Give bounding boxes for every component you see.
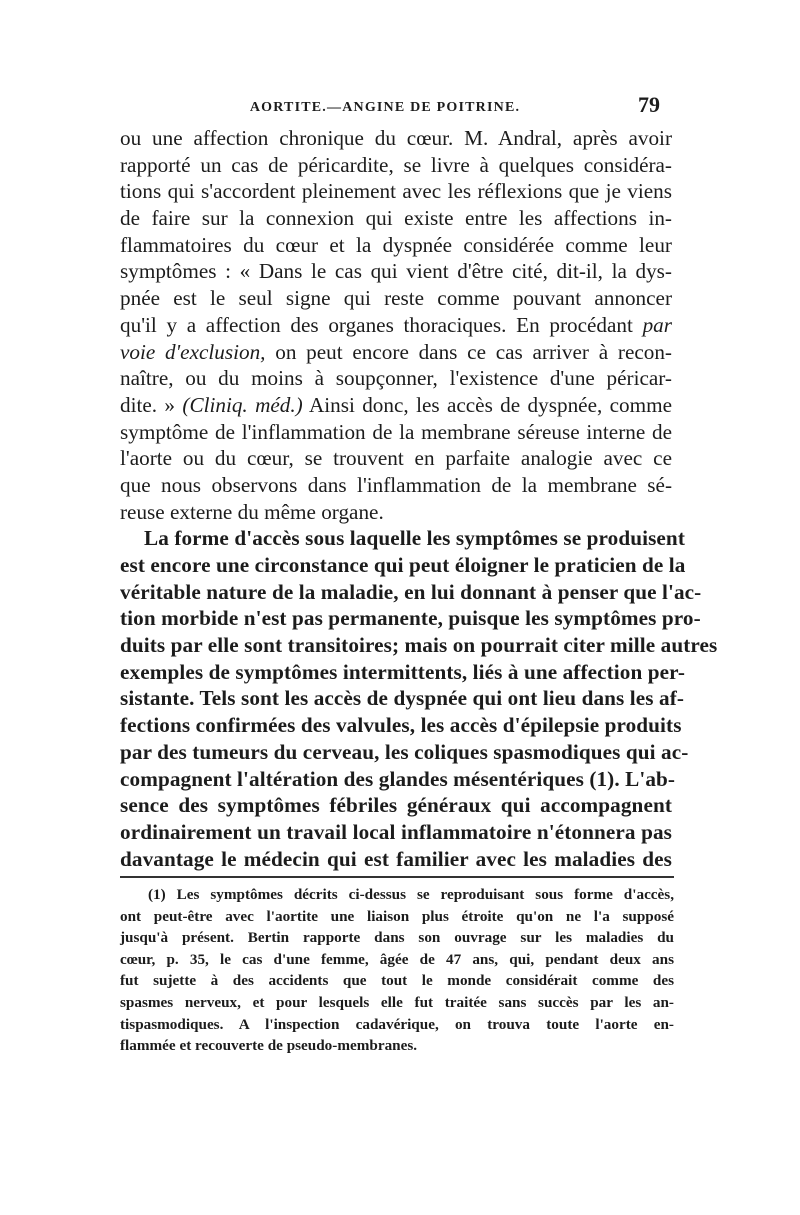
- text-line: symptôme de l'inflammation de la membrane séreuse interne de: [120, 419, 672, 444]
- footnote-line: jusqu'à présent. Bertin rapporte dans son ouvrage sur les maladies du: [120, 929, 674, 947]
- text-line: tion morbide n'est pas permanente, puisque les symptômes pro-: [120, 606, 701, 631]
- page-number: 79: [638, 92, 660, 117]
- text-line: véritable nature de la maladie, en lui donnant à penser que l'ac-: [120, 579, 702, 604]
- text-line: ou une affection chronique du cœur. M. Andral, après avoir: [120, 126, 672, 150]
- paragraph-forme-acces: [120, 525, 718, 872]
- text-line: duits par elle sont transitoires; mais on pourrait citer mille autres: [120, 633, 718, 658]
- text-line: exemples de symptômes intermittents, liés à une affection per-: [120, 659, 685, 684]
- text-line: que nous observons dans l'inflammation de la membrane sé-: [120, 472, 672, 497]
- footnote-line: cœur, p. 35, le cas d'une femme, âgée de 47 ans, qui, pendant deux ans: [120, 950, 674, 968]
- text-line: par des tumeurs du cerveau, les coliques spasmodiques qui ac-: [120, 739, 689, 764]
- paragraph-andral: [120, 125, 672, 525]
- text-line: pnée est le seul signe qui reste comme pouvant annoncer: [120, 286, 672, 311]
- running-head: [120, 92, 660, 122]
- text-line: compagnent l'altération des glandes mésentériques (1). L'ab-: [120, 766, 676, 791]
- italic-voie-exclusion: voie d'exclusion,: [120, 339, 266, 364]
- main-text: [120, 125, 718, 872]
- footnote-line: spasmes nerveux, et pour lesquels elle fut traitée sans succès par les an-: [120, 993, 674, 1011]
- text-line: ordinairement un travail local inflammatoire n'étonnera pas: [120, 819, 672, 844]
- footnote-line: (1) Les symptômes décrits ci-dessus se reproduisant sous forme d'accès,: [148, 886, 674, 903]
- text-line: flammatoires du cœur et la dyspnée considérée comme leur: [120, 232, 672, 257]
- text-line: La forme d'accès sous laquelle les symptômes se produisent: [144, 526, 685, 551]
- text-line: est encore une circonstance qui peut éloigner le praticien de la: [120, 553, 686, 577]
- footnote-line: ont peut-être avec l'aortite une liaison plus étroite qu'on ne l'a supposé: [120, 907, 674, 925]
- running-title: AORTITE.—ANGINE DE POITRINE.: [249, 100, 521, 115]
- footnote-line: fut sujette à des accidents que tout le monde considérait comme des: [120, 972, 674, 990]
- text-line-mixed: [120, 312, 672, 339]
- text-line-mixed: [120, 339, 672, 366]
- text-line: naître, ou du moins à soupçonner, l'existence d'une péricar-: [120, 366, 672, 391]
- text-line: rapporté un cas de péricardite, se livre à quelques considéra-: [120, 152, 672, 177]
- text-segment: Ainsi donc, les accès de dyspnée, comme: [302, 392, 672, 417]
- footnote-line: flammée et recouverte de pseudo-membranes.: [120, 1037, 418, 1055]
- text-segment: on peut encore dans ce cas arriver à recon-: [265, 339, 672, 364]
- footnote: [120, 884, 674, 1057]
- footnote-separator: [120, 876, 674, 878]
- text-line-mixed: [120, 392, 672, 419]
- text-line: sistante. Tels sont les accès de dyspnée qui ont lieu dans les af-: [120, 686, 685, 711]
- text-line: symptômes : « Dans le cas qui vient d'être cité, dit-il, la dys-: [120, 259, 672, 284]
- text-line: reuse externe du même organe.: [120, 499, 384, 524]
- footnote-line: tispasmodiques. A l'inspection cadavérique, on trouva toute l'aorte en-: [120, 1015, 674, 1033]
- text-line: fections confirmées des valvules, les accès d'épilepsie produits: [120, 713, 682, 738]
- text-line: davantage le médecin qui est familier avec les maladies des: [120, 846, 672, 871]
- italic-citation: (Cliniq. méd.): [182, 392, 303, 417]
- italic-par: par: [642, 312, 672, 337]
- text-segment: qu'il y a affection des organes thoraciques. En procédant: [120, 312, 643, 337]
- text-line: de faire sur la connexion qui existe entre les affections in-: [120, 206, 672, 231]
- text-line: l'aorte ou du cœur, se trouvent en parfaite analogie avec ce: [120, 446, 672, 471]
- text-line: tions qui s'accordent pleinement avec les réflexions que je viens: [120, 179, 672, 204]
- text-segment: dite. »: [120, 392, 183, 417]
- text-line: sence des symptômes fébriles généraux qui accompagnent: [120, 793, 672, 818]
